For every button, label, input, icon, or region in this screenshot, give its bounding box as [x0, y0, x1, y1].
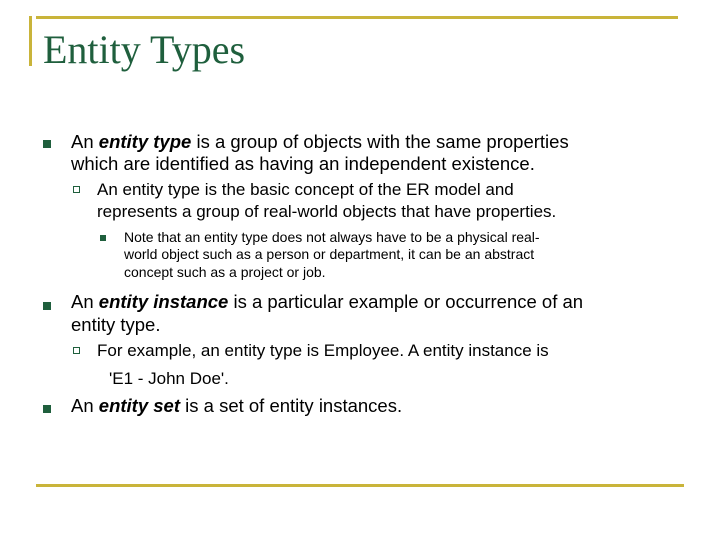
- small-square-bullet-icon: [100, 235, 106, 241]
- bullet-1-subsub-line-2: world object such as a person or department, it can be an abstract: [124, 246, 535, 262]
- term-entity-type: entity type: [98, 131, 192, 152]
- bullet-2-line-2: entity type.: [71, 314, 161, 335]
- bullet-3-line-1: [71, 394, 402, 418]
- bullet-3-pre: An: [71, 395, 99, 416]
- bottom-rule: [36, 484, 684, 487]
- bullet-2-sub-line-2: 'E1 - John Doe'.: [109, 369, 229, 388]
- bullet-1-sub-line-1: An entity type is the basic concept of the ER model and: [97, 180, 514, 199]
- hollow-square-bullet-icon: [73, 186, 80, 193]
- bullet-square-icon: [43, 302, 51, 310]
- bullet-1-subsub-line-1: Note that an entity type does not always have to be a physical real-: [124, 229, 540, 245]
- bullet-1-sub-line-2: represents a group of real-world objects that have properties.: [97, 202, 557, 221]
- bullet-1-subsub-line-3: concept such as a project or job.: [124, 264, 326, 280]
- bullet-2-pre: An: [71, 291, 99, 312]
- term-entity-instance: entity instance: [98, 291, 229, 312]
- term-entity-set: entity set: [98, 395, 180, 416]
- bullet-2-line-1: [71, 290, 583, 314]
- bullet-1-post: is a group of objects with the same properties: [191, 131, 569, 152]
- bullet-square-icon: [43, 140, 51, 148]
- bullet-1-line-1: [71, 130, 569, 154]
- hollow-square-bullet-icon: [73, 347, 80, 354]
- bullet-square-icon: [43, 405, 51, 413]
- bullet-2-post: is a particular example or occurrence of an: [228, 291, 584, 312]
- slide-title: Entity Types: [43, 27, 246, 72]
- bullet-1-pre: An: [71, 131, 99, 152]
- bullet-1-line-2: which are identified as having an independent existence.: [71, 153, 535, 174]
- bullet-3-post: is a set of entity instances.: [180, 395, 403, 416]
- bullet-2-sub-line-1: For example, an entity type is Employee. A entity instance is: [97, 341, 549, 360]
